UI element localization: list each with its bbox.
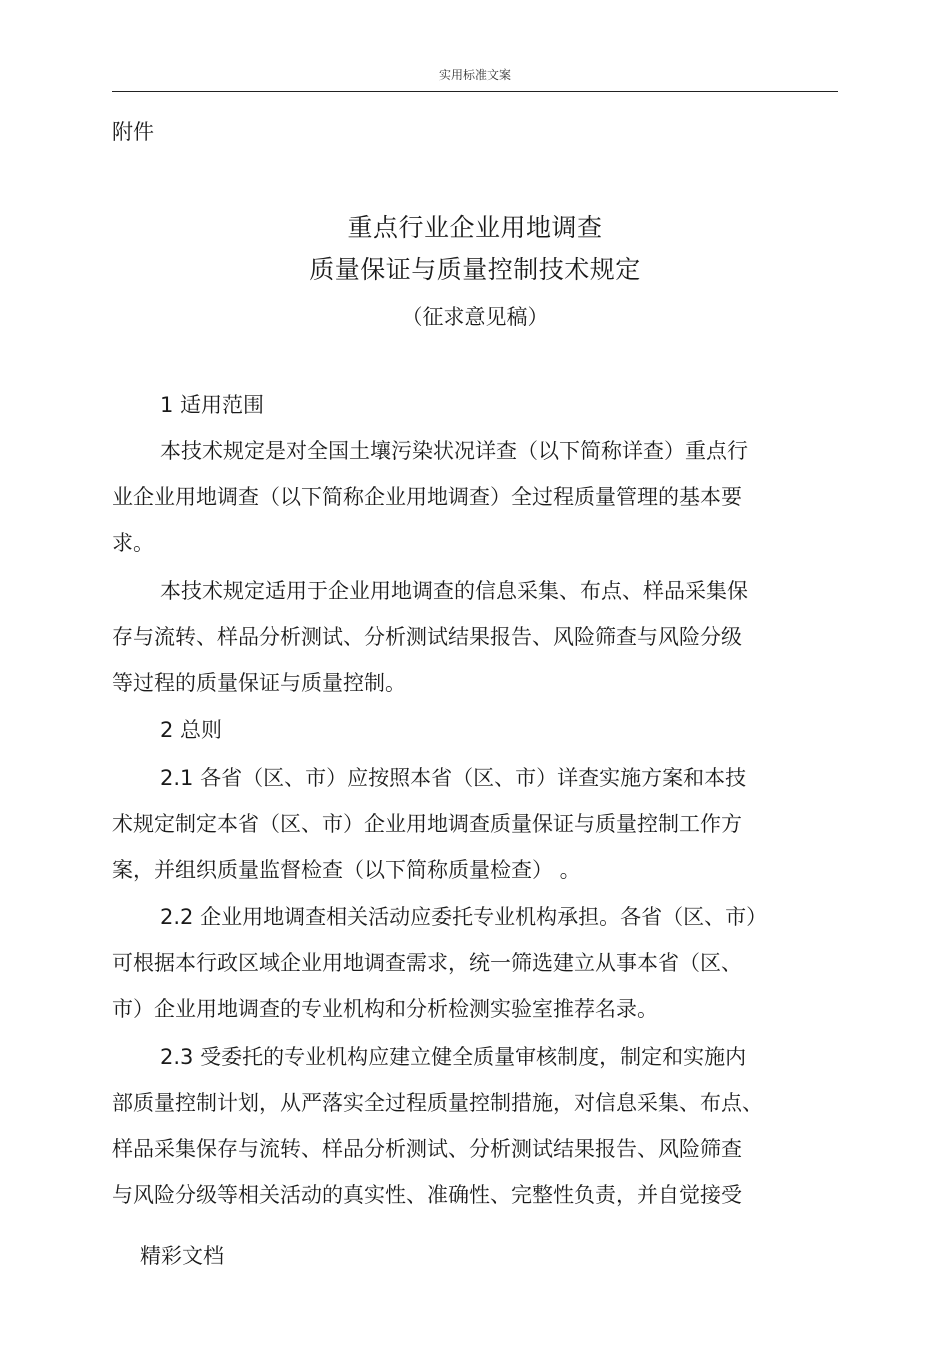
- body-line: 本技术规定是对全国土壤污染状况详查（以下简称详查）重点行: [160, 439, 748, 463]
- header-divider: [112, 91, 838, 92]
- section-heading-general: 2 总则: [160, 718, 223, 742]
- body-line: 术规定制定本省（区、市）企业用地调查质量保证与质量控制工作方: [112, 812, 742, 836]
- body-line: 求。: [112, 531, 154, 555]
- body-line: 样品采集保存与流转、样品分析测试、分析测试结果报告、风险筛查: [112, 1137, 742, 1161]
- body-line: 2.3 受委托的专业机构应建立健全质量审核制度，制定和实施内: [160, 1045, 747, 1069]
- body-line: 部质量控制计划，从严落实全过程质量控制措施，对信息采集、布点、: [112, 1091, 763, 1115]
- document-title-line-1: 重点行业企业用地调查: [347, 213, 603, 242]
- body-line: 案，并组织质量监督检查（以下简称质量检查） 。: [112, 858, 581, 882]
- body-line: 等过程的质量保证与质量控制。: [112, 671, 406, 695]
- body-line: 2.1 各省（区、市）应按照本省（区、市）详查实施方案和本技: [160, 766, 747, 790]
- body-line: 2.2 企业用地调查相关活动应委托专业机构承担。各省（区、市）: [160, 905, 768, 929]
- section-heading-scope: 1 适用范围: [160, 393, 265, 417]
- page-running-header: 实用标准文案: [438, 68, 511, 82]
- body-line: 市）企业用地调查的专业机构和分析检测实验室推荐名录。: [112, 997, 658, 1021]
- body-line: 本技术规定适用于企业用地调查的信息采集、布点、样品采集保: [160, 579, 748, 603]
- body-line: 存与流转、样品分析测试、分析测试结果报告、风险筛查与风险分级: [112, 625, 742, 649]
- body-line: 与风险分级等相关活动的真实性、准确性、完整性负责，并自觉接受: [112, 1183, 742, 1207]
- page-footer-label: 精彩文档: [140, 1244, 224, 1268]
- document-subtitle: （征求意见稿）: [401, 305, 549, 329]
- body-line: 业企业用地调查（以下简称企业用地调查）全过程质量管理的基本要: [112, 485, 742, 509]
- body-line: 可根据本行政区域企业用地调查需求，统一筛选建立从事本省（区、: [112, 951, 742, 975]
- annex-label: 附件: [112, 120, 154, 144]
- document-title-line-2: 质量保证与质量控制技术规定: [309, 255, 641, 284]
